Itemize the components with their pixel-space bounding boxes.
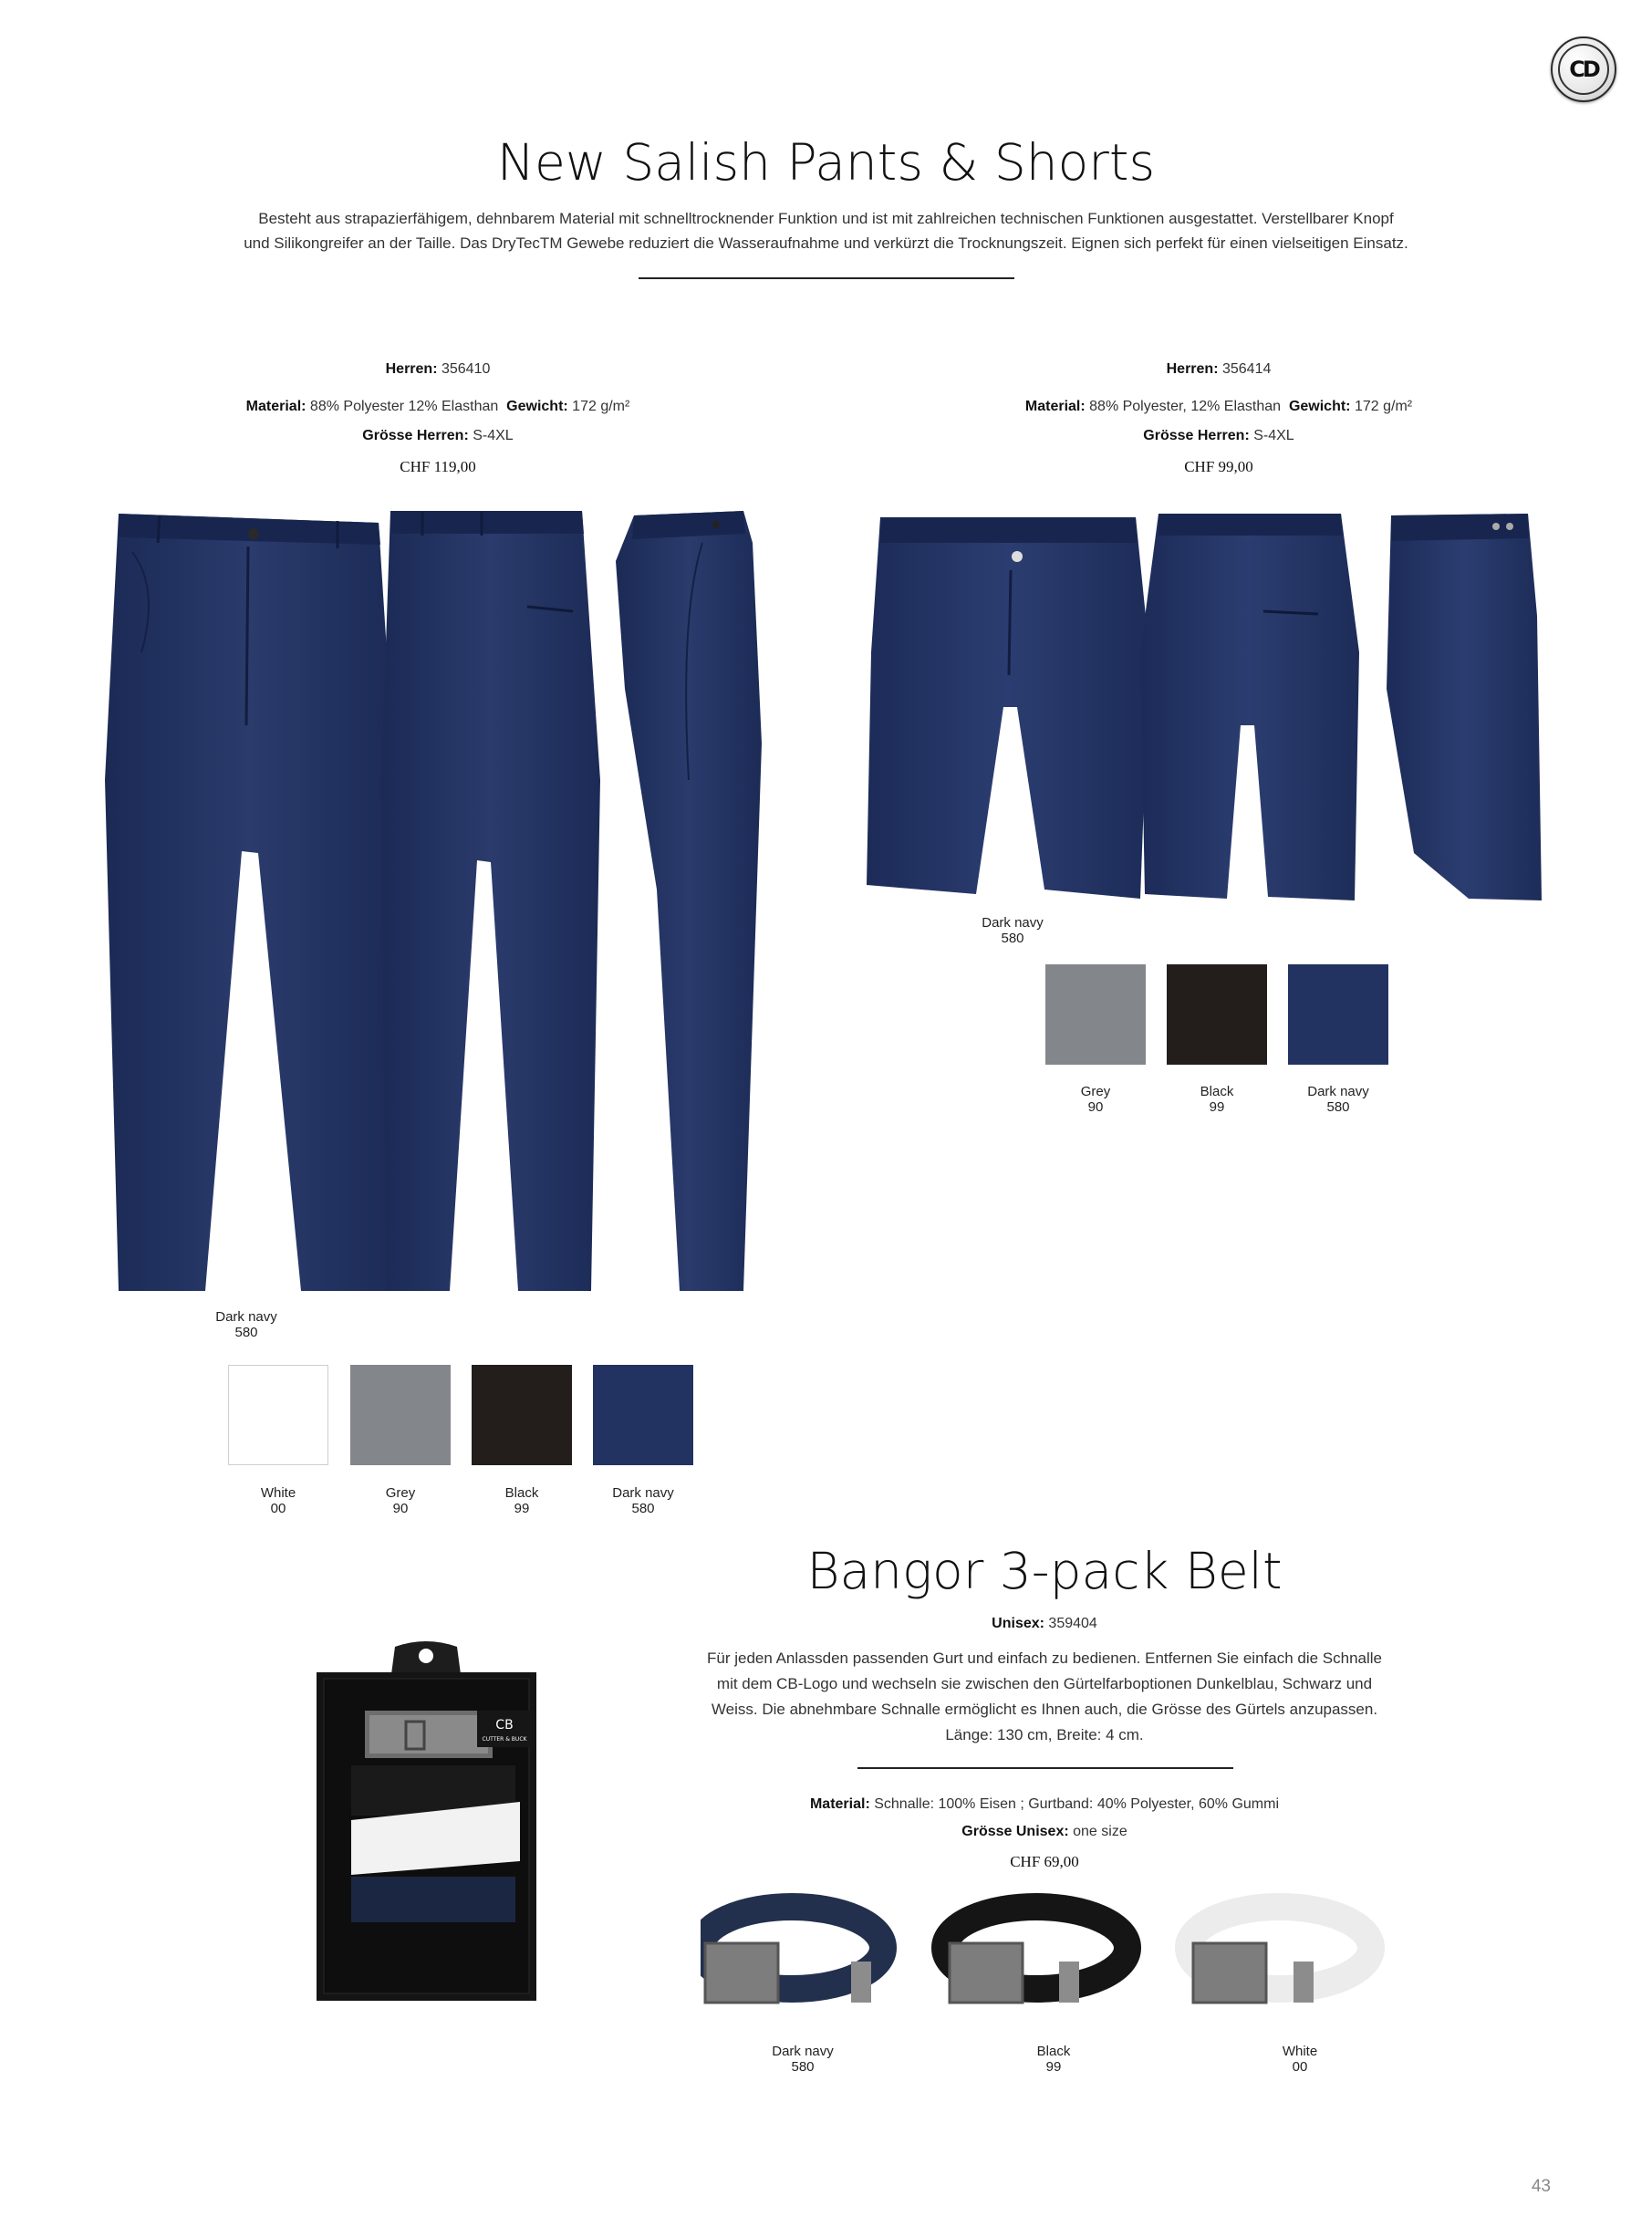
pants-weight-label: Gewicht:: [506, 399, 568, 414]
shorts-size-value: S-4XL: [1253, 428, 1294, 443]
swatch-name: Dark navy: [1307, 1084, 1369, 1099]
pants-swatch-caption-white: [223, 1485, 333, 1516]
belt-caption-black: [990, 2044, 1117, 2075]
swatch-name: Grey: [385, 1485, 416, 1501]
belt-divider: [857, 1767, 1233, 1769]
belt-variant-code: 580: [791, 2059, 815, 2075]
belt-variant-name: Dark navy: [772, 2044, 834, 2059]
belt-white: [1189, 1907, 1371, 2003]
belt-size-value: one size: [1073, 1824, 1127, 1839]
pants-front-view: [105, 514, 395, 1291]
pants-herren-label: Herren:: [385, 361, 438, 377]
shorts-color-name: Dark navy: [982, 915, 1044, 931]
box-brand-text: CUTTER & BUCK: [482, 1736, 527, 1743]
belt-box-image: [315, 1638, 538, 2003]
svg-text:CB: CB: [495, 1718, 514, 1733]
swatch-name: Black: [504, 1485, 539, 1501]
shorts-swatch-caption-grey: [1041, 1084, 1150, 1115]
belt-variant-name: Black: [1036, 2044, 1071, 2059]
intro-line-2: und Silikongreifer an der Taille. Das DryTecTM Gewebe reduziert die Wasseraufnahme und verkürzt die Trocknungszeit. Eignen sich perfekt für einen vielseitigen Einsatz.: [244, 234, 1408, 252]
swatch-code: 00: [270, 1501, 286, 1516]
swatch-code: 99: [514, 1501, 530, 1516]
pants-material-line: [119, 399, 757, 415]
shorts-color-caption: [949, 915, 1076, 946]
belt-black: [945, 1907, 1127, 2003]
swatch-code: 580: [1326, 1099, 1350, 1115]
belt-caption-dark-navy: [739, 2044, 867, 2075]
belt-desc-line-2: mit dem CB-Logo und wechseln sie zwischen den Gürtelfarboptionen Dunkelblau, Schwarz und: [716, 1675, 1373, 1692]
shorts-color-code: 580: [1001, 931, 1024, 946]
brand-logo: [1551, 36, 1616, 102]
swatch-code: 90: [1087, 1099, 1104, 1115]
pants-size-line: [164, 428, 712, 444]
pants-swatch-dark-navy[interactable]: [593, 1365, 693, 1465]
shorts-material-value: 88% Polyester, 12% Elasthan: [1089, 399, 1282, 414]
belt-desc-line-3: Weiss. Die abnehmbare Schnalle ermöglicht es Ihnen auch, die Grösse des Gürtels anzupassen.: [711, 1701, 1378, 1718]
pants-product-images: [105, 506, 835, 1300]
belt-material-value: Schnalle: 100% Eisen ; Gurtband: 40% Polyester, 60% Gummi: [874, 1796, 1280, 1812]
belt-desc-line-4: Länge: 130 cm, Breite: 4 cm.: [945, 1726, 1144, 1743]
belt-price: CHF 69,00: [1010, 1853, 1079, 1870]
swatch-code: 90: [392, 1501, 409, 1516]
shorts-size-label: Grösse Herren:: [1143, 428, 1250, 443]
belt-size-label: Grösse Unisex:: [961, 1824, 1069, 1839]
swatch-name: White: [260, 1485, 296, 1501]
swatch-name: Dark navy: [612, 1485, 674, 1501]
pants-color-name: Dark navy: [215, 1309, 277, 1325]
swatch-code: 580: [631, 1501, 655, 1516]
shorts-article-number: 356414: [1221, 361, 1272, 377]
belt-article-number: 359404: [1048, 1616, 1097, 1631]
brand-logo-text: CD: [1558, 44, 1609, 95]
page-title: New Salish Pants & Shorts: [496, 133, 1156, 192]
swatch-code: 99: [1209, 1099, 1225, 1115]
shorts-product-images: [867, 506, 1578, 908]
shorts-swatch-caption-dark-navy: [1283, 1084, 1393, 1115]
shorts-material-line: [899, 399, 1538, 415]
pants-swatch-caption-black: [467, 1485, 577, 1516]
belt-variant-code: 99: [1045, 2059, 1062, 2075]
pants-swatch-black[interactable]: [472, 1365, 572, 1465]
shorts-swatch-dark-navy[interactable]: [1288, 964, 1388, 1065]
belt-variant-code: 00: [1292, 2059, 1308, 2075]
belt-article-line: [775, 1616, 1314, 1632]
belt-variant-name: White: [1282, 2044, 1318, 2059]
swatch-name: Grey: [1080, 1084, 1111, 1099]
shorts-price: CHF 99,00: [1184, 458, 1253, 475]
shorts-front-view: [867, 517, 1149, 899]
swatch-name: Black: [1200, 1084, 1234, 1099]
intro-line-1: Besteht aus strapazierfähigem, dehnbarem Material mit schnelltrocknender Funktion und ist mit zahlreichen technischen Funktionen ausgestattet. Verstellbarer Knopf: [258, 210, 1394, 227]
belt-size-line: [775, 1824, 1314, 1840]
shorts-back-view: [1140, 514, 1359, 900]
shorts-herren-label: Herren:: [1166, 361, 1219, 377]
pants-back-view: [381, 511, 600, 1291]
title-divider: [639, 277, 1014, 279]
belt-box-illustration: [315, 1638, 538, 2003]
pants-article-line: [164, 361, 712, 378]
intro-paragraph: [55, 206, 1597, 255]
shorts-side-view: [1387, 514, 1542, 900]
pants-color-code: 580: [234, 1325, 258, 1340]
shorts-illustration: [867, 506, 1578, 908]
shorts-swatch-black[interactable]: [1167, 964, 1267, 1065]
belt-material-line: [639, 1796, 1450, 1813]
pants-article-number: 356410: [441, 361, 491, 377]
shorts-article-line: [945, 361, 1492, 378]
pants-swatch-caption-grey: [346, 1485, 455, 1516]
belt-description: [602, 1646, 1487, 1748]
belt-unisex-label: Unisex:: [992, 1616, 1044, 1631]
shorts-material-label: Material:: [1024, 399, 1086, 414]
page-number: 43: [1531, 2177, 1551, 2196]
pants-side-view: [616, 511, 762, 1291]
belt-material-label: Material:: [809, 1796, 870, 1812]
pants-swatch-caption-dark-navy: [588, 1485, 698, 1516]
pants-size-value: S-4XL: [473, 428, 514, 443]
shorts-weight-value: 172 g/m²: [1354, 399, 1413, 414]
belt-caption-white: [1236, 2044, 1364, 2075]
pants-illustration: [105, 506, 835, 1300]
belt-navy: [701, 1907, 883, 2003]
pants-price: CHF 119,00: [400, 458, 476, 475]
shorts-swatch-grey[interactable]: [1045, 964, 1146, 1065]
pants-swatch-white[interactable]: [228, 1365, 328, 1465]
pants-weight-value: 172 g/m²: [572, 399, 630, 414]
belt-variant-images: [701, 1893, 1412, 2030]
pants-size-label: Grösse Herren:: [362, 428, 469, 443]
pants-color-caption: [182, 1309, 310, 1340]
pants-material-value: 88% Polyester 12% Elasthan: [309, 399, 499, 414]
shorts-swatch-caption-black: [1162, 1084, 1272, 1115]
pants-swatch-grey[interactable]: [350, 1365, 451, 1465]
shorts-size-line: [945, 428, 1492, 444]
pants-material-label: Material:: [245, 399, 307, 414]
shorts-weight-label: Gewicht:: [1288, 399, 1351, 414]
belt-title: Bangor 3-pack Belt: [806, 1542, 1283, 1600]
belt-variants-illustration: [701, 1893, 1412, 2030]
belt-desc-line-1: Für jeden Anlassden passenden Gurt und einfach zu bedienen. Entfernen Sie einfach die Schnalle: [706, 1649, 1382, 1667]
